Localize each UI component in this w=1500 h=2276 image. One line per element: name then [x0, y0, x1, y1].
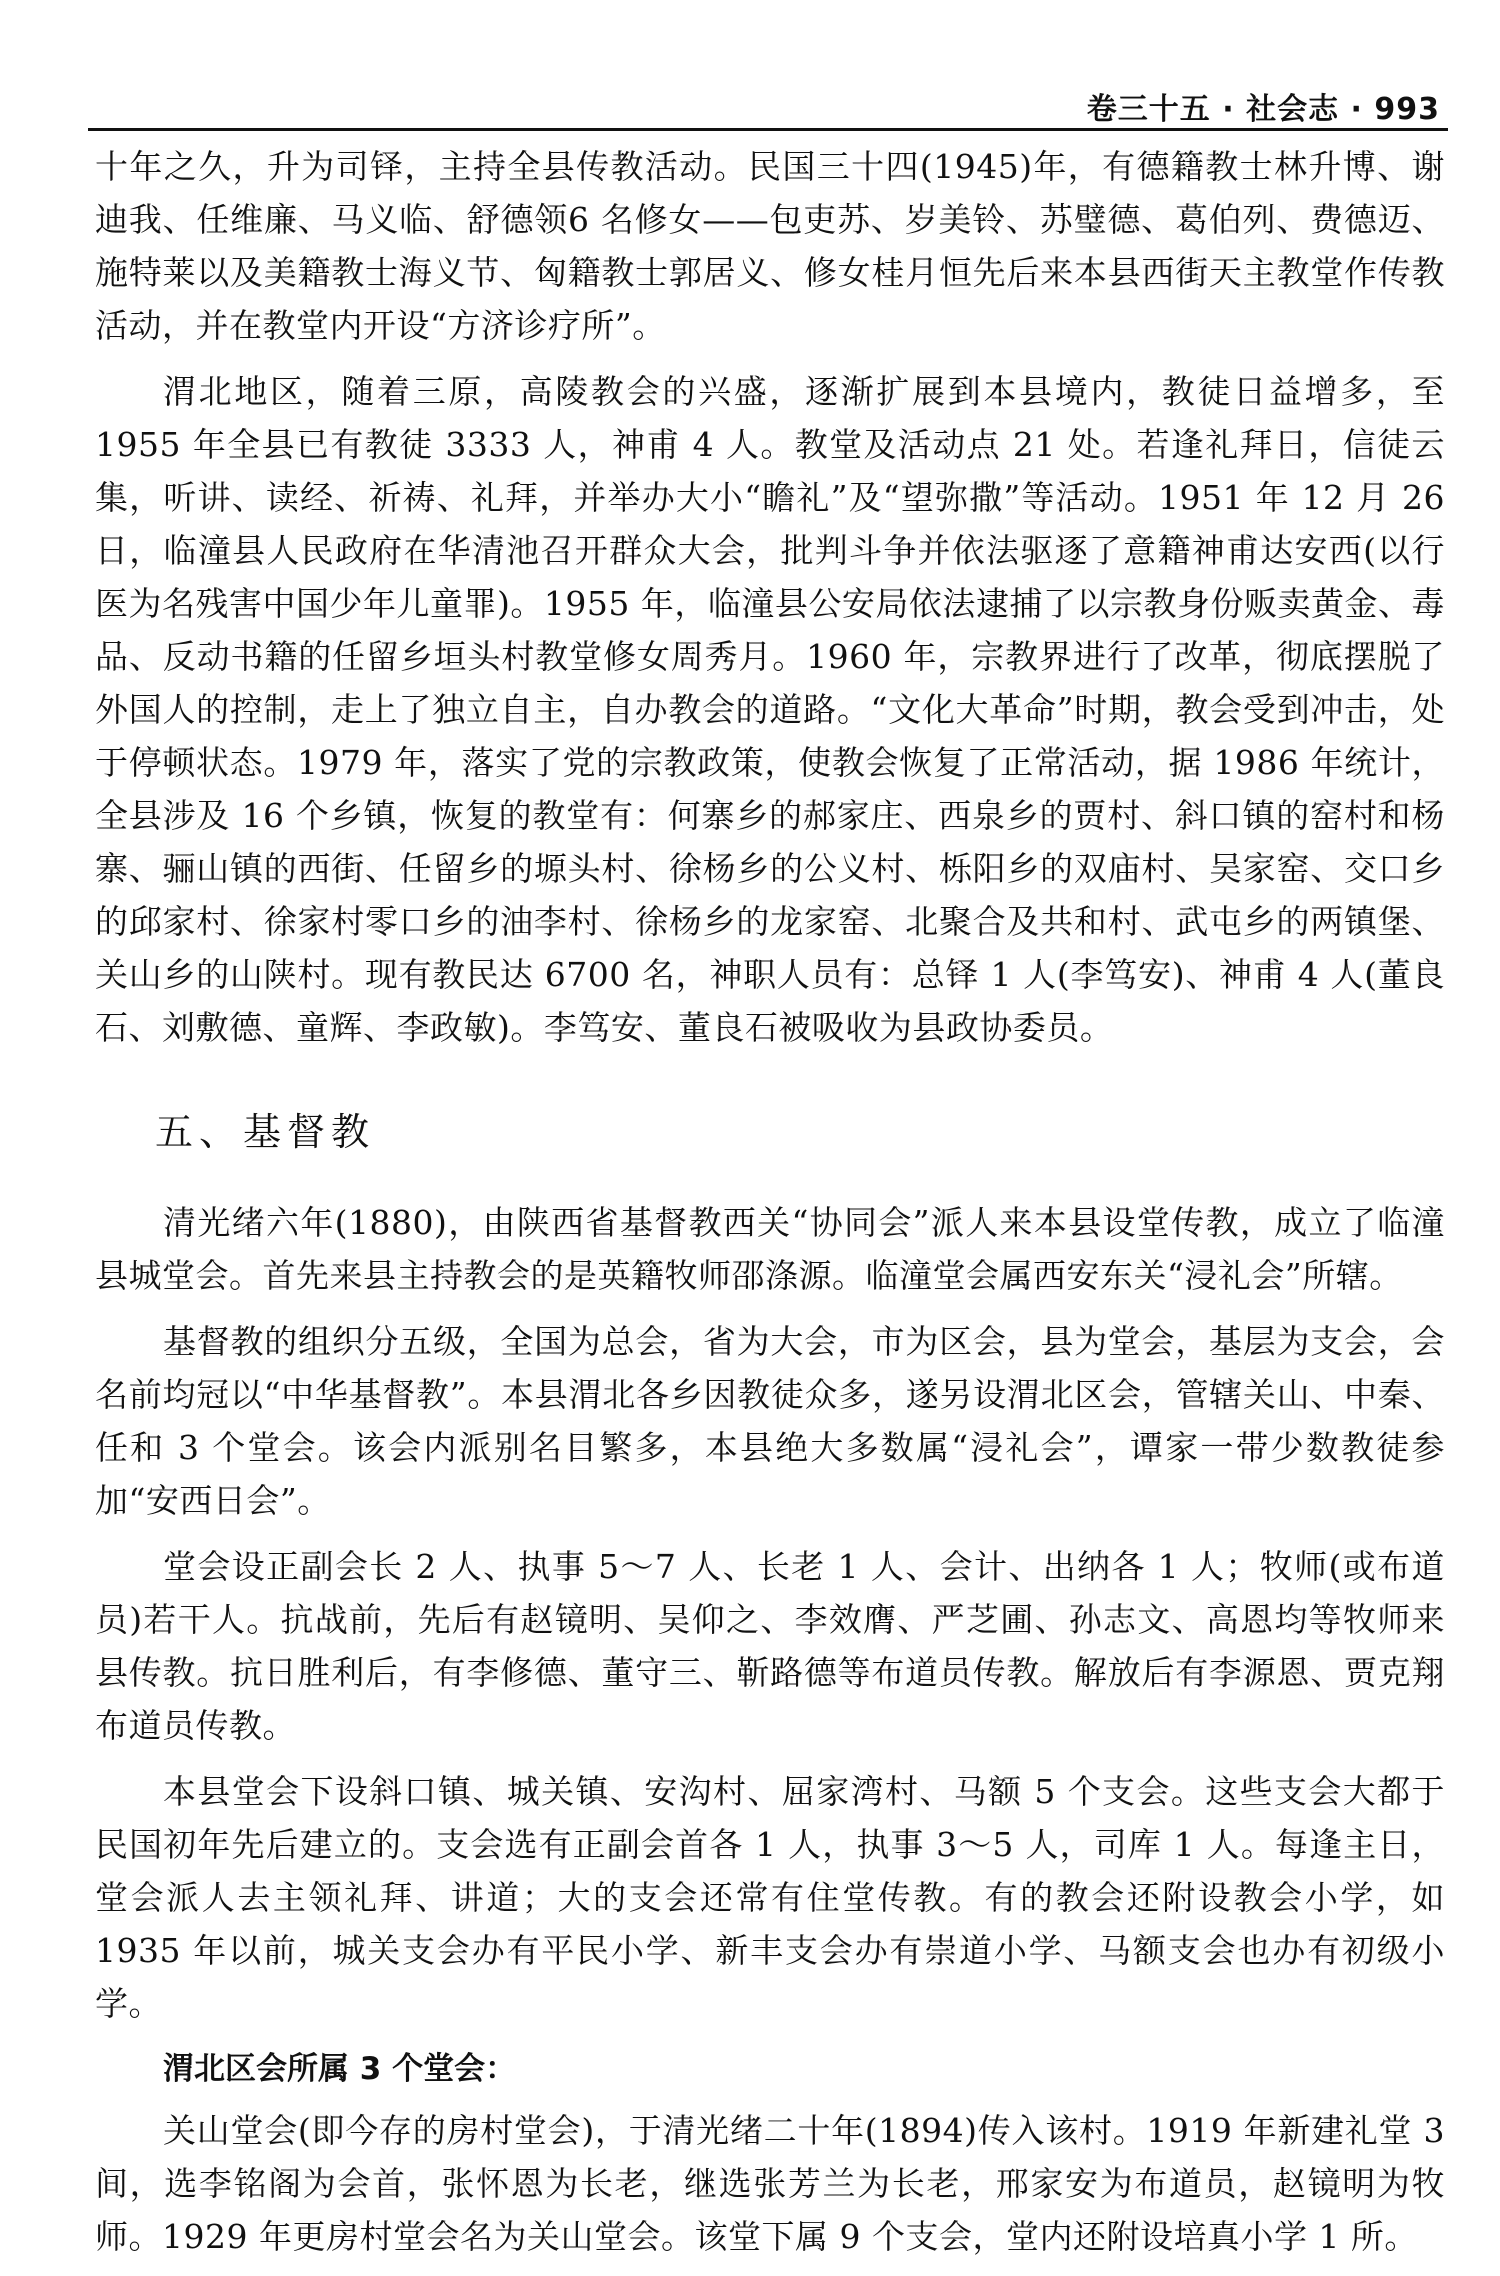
paragraph-continued: 十年之久，升为司铎，主持全县传教活动。民国三十四(1945)年，有德籍教士林升博、谢迪我、任维廉、马义临、舒德领6 名修女——包吏苏、岁美铃、苏璧德、葛伯列、费德迈、施特莱以及美籍教士海义节、匈籍教士郭居义、修女桂月恒先后来本县西街天主教堂作传教活动，并在教堂内开设“方济诊疗所”。 [95, 147, 1445, 345]
header-rule [88, 128, 1448, 131]
subhead-weibei-churches: 渭北区会所属 3 个堂会： [163, 2051, 517, 2087]
paragraph-organization: 基督教的组织分五级，全国为总会，省为大会，市为区会，县为堂会，基层为支会，会名前均冠以“中华基督教”。本县渭北各乡因教徒众多，遂另设渭北区会，管辖关山、中秦、任和 3 个堂会。该会内派别名目繁多，本县绝大多数属“浸礼会”，谭家一带少数教徒参加“安西日会”。 [95, 1322, 1445, 1520]
paragraph-guanshan: 关山堂会(即今存的房村堂会)，于清光绪二十年(1894)传入该村。1919 年新建礼堂 3 间，选李铭阁为会首，张怀恩为长老，继选张芳兰为长老，邢家安为布道员，赵镜明为牧师。1929 年更房村堂会名为关山堂会。该堂下属 9 个支会，堂内还附设培真小学 1 所。 [95, 2111, 1445, 2256]
paragraph-weibei-catholic: 渭北地区，随着三原，高陵教会的兴盛，逐渐扩展到本县境内，教徒日益增多，至 1955 年全县已有教徒 3333 人，神甫 4 人。教堂及活动点 21 处。若逢礼拜日，信徒云集，听讲、读经、祈祷、礼拜，并举办大小“瞻礼”及“望弥撒”等活动。1951 年 12 月 26 日，临潼县人民政府在华清池召开群众大会，批判斗争并依法驱逐了意籍神甫达安西(以行医为名残害中国少年儿童罪)。1955 年，临潼县公安局依法逮捕了以宗教身份贩卖黄金、毒品、反动书籍的任留乡垣头村教堂修女周秀月。1960 年，宗教界进行了改革，彻底摆脱了外国人的控制，走上了独立自主，自办教会的道路。“文化大革命”时期，教会受到冲击，处于停顿状态。1979 年，落实了党的宗教政策，使教会恢复了正常活动，据 1986 年统计，全县涉及 16 个乡镇，恢复的教堂有：何寨乡的郝家庄、西泉乡的贾村、斜口镇的窑村和杨寨、骊山镇的西街、任留乡的塬头村、徐杨乡的公义村、栎阳乡的双庙村、吴家窑、交口乡的邱家村、徐家村零口乡的油李村、徐杨乡的龙家窑、北聚合及共和村、武屯乡的两镇堡、关山乡的山陕村。现有教民达 6700 名，神职人员有：总铎 1 人(李笃安)、神甫 4 人(董良石、刘敷德、童辉、李政敏)。李笃安、董良石被吸收为县政协委员。 [95, 372, 1445, 1047]
running-head: 卷三十五 · 社会志 · 993 [1086, 92, 1440, 127]
paragraph-founding: 清光绪六年(1880)，由陕西省基督教西关“协同会”派人来本县设堂传教，成立了临潼县城堂会。首先来县主持教会的是英籍牧师邵涤源。临潼堂会属西安东关“浸礼会”所辖。 [95, 1203, 1445, 1295]
paragraph-staff: 堂会设正副会长 2 人、执事 5～7 人、长老 1 人、会计、出纳各 1 人；牧师(或布道员)若干人。抗战前，先后有赵镜明、吴仰之、李效膺、严芝圃、孙志文、高恩均等牧师来县传教。抗日胜利后，有李修德、董守三、靳路德等布道员传教。解放后有李源恩、贾克翔布道员传教。 [95, 1547, 1445, 1745]
paragraph-branches: 本县堂会下设斜口镇、城关镇、安沟村、屈家湾村、马额 5 个支会。这些支会大都于民国初年先后建立的。支会选有正副会首各 1 人，执事 3～5 人，司库 1 人。每逢主日，堂会派人去主领礼拜、讲道；大的支会还常有住堂传教。有的教会还附设教会小学，如 1935 年以前，城关支会办有平民小学、新丰支会办有崇道小学、马额支会也办有初级小学。 [95, 1772, 1445, 2023]
page-content [95, 140, 1445, 2276]
section-heading-christianity: 五、基督教 [155, 1110, 376, 1154]
